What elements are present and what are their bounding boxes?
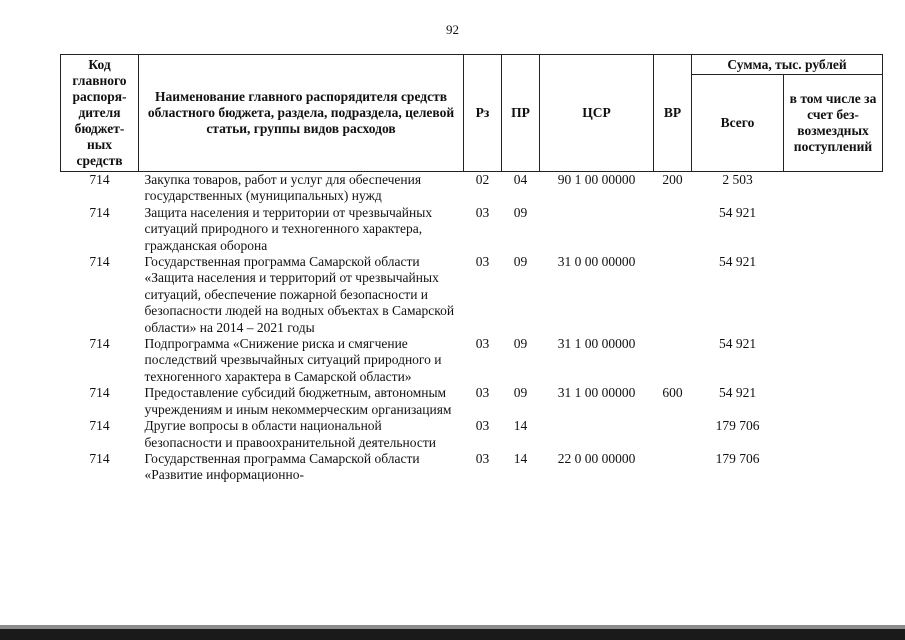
cell-code: 714 bbox=[89, 450, 110, 466]
cell-vr bbox=[654, 451, 692, 484]
cell-free bbox=[784, 254, 883, 336]
table-row bbox=[61, 254, 883, 336]
header-free: в том числе за счет без-возмездных поступлений bbox=[784, 75, 883, 172]
cell-total: 54 921 bbox=[718, 336, 757, 352]
cell-vr bbox=[654, 418, 692, 451]
header-vr: ВР bbox=[654, 55, 692, 172]
cell-csr bbox=[540, 418, 654, 451]
cell-csr: 31 1 00 00000 bbox=[557, 336, 636, 352]
cell-pr: 09 bbox=[513, 204, 528, 220]
cell-pr: 09 bbox=[513, 385, 528, 401]
header-total: Всего bbox=[692, 75, 784, 172]
cell-rz: 03 bbox=[475, 418, 490, 434]
table-body bbox=[61, 172, 883, 484]
cell-name: Государственная программа Самарской области «Защита населения и территорий от чрезвычайных ситуаций, обеспечение пожарной безопасности и безопасности людей на водных объектах в Самарской области» на 2014 – 2021 годы bbox=[144, 254, 455, 335]
cell-total: 54 921 bbox=[718, 204, 757, 220]
cell-total: 54 921 bbox=[718, 254, 757, 270]
header-csr: ЦСР bbox=[540, 55, 654, 172]
page-number: 92 bbox=[446, 22, 459, 37]
cell-rz: 03 bbox=[475, 336, 490, 352]
cell-vr bbox=[654, 205, 692, 254]
table-header bbox=[61, 55, 883, 172]
scan-bottom-bar bbox=[0, 629, 905, 640]
table-row bbox=[61, 336, 883, 385]
cell-name: Защита населения и территории от чрезвычайных ситуаций природного и техногенного характера, гражданская оборона bbox=[144, 204, 433, 253]
cell-pr: 14 bbox=[513, 418, 528, 434]
header-rz: Рз bbox=[464, 55, 502, 172]
cell-code: 714 bbox=[89, 385, 110, 401]
cell-free bbox=[784, 336, 883, 385]
cell-rz: 03 bbox=[475, 254, 490, 270]
table-row bbox=[61, 385, 883, 418]
header-pr: ПР bbox=[502, 55, 540, 172]
cell-code: 714 bbox=[89, 418, 110, 434]
cell-name: Подпрограмма «Снижение риска и смягчение последствий чрезвычайных ситуаций природного и техногенного характера в Самарской области» bbox=[144, 336, 442, 384]
header-code: Код главного распоря-дителя бюджет-ных средств bbox=[61, 55, 139, 172]
cell-name: Предоставление субсидий бюджетным, автономным учреждениям и иным некоммерческим организациям bbox=[144, 385, 452, 417]
cell-pr: 09 bbox=[513, 336, 528, 352]
cell-csr: 31 0 00 00000 bbox=[557, 254, 636, 270]
cell-name: Другие вопросы в области национальной безопасности и правоохранительной деятельности bbox=[144, 418, 436, 450]
budget-table bbox=[60, 54, 883, 484]
table-row bbox=[61, 172, 883, 205]
cell-rz: 02 bbox=[475, 172, 490, 187]
header-sum: Сумма, тыс. рублей bbox=[692, 55, 883, 75]
cell-code: 714 bbox=[89, 254, 110, 270]
header-name: Наименование главного распорядителя средств областного бюджета, раздела, подраздела, целевой статьи, группы видов расходов bbox=[139, 55, 464, 172]
cell-free bbox=[784, 451, 883, 484]
cell-total: 2 503 bbox=[722, 172, 753, 187]
cell-vr bbox=[654, 336, 692, 385]
cell-pr: 04 bbox=[513, 172, 528, 187]
table-row bbox=[61, 451, 883, 484]
cell-name: Закупка товаров, работ и услуг для обеспечения государственных (муниципальных) нужд bbox=[144, 172, 422, 204]
cell-code: 714 bbox=[89, 204, 110, 220]
cell-rz: 03 bbox=[475, 385, 490, 401]
cell-total: 179 706 bbox=[715, 450, 760, 466]
cell-pr: 09 bbox=[513, 254, 528, 270]
cell-csr: 22 0 00 00000 bbox=[557, 450, 636, 466]
cell-free bbox=[784, 385, 883, 418]
table-row bbox=[61, 418, 883, 451]
cell-total: 179 706 bbox=[715, 418, 760, 434]
cell-free bbox=[784, 418, 883, 451]
cell-code: 714 bbox=[89, 172, 110, 187]
cell-code: 714 bbox=[89, 336, 110, 352]
cell-vr: 200 bbox=[662, 172, 683, 187]
cell-csr bbox=[540, 205, 654, 254]
cell-name: Государственная программа Самарской области «Развитие информационно- bbox=[144, 450, 420, 483]
cell-free bbox=[784, 205, 883, 254]
cell-rz: 03 bbox=[475, 204, 490, 220]
cell-rz: 03 bbox=[475, 450, 490, 466]
cell-vr: 600 bbox=[662, 385, 683, 401]
table-row bbox=[61, 205, 883, 254]
cell-pr: 14 bbox=[513, 450, 528, 466]
cell-csr: 90 1 00 00000 bbox=[557, 172, 636, 187]
cell-csr: 31 1 00 00000 bbox=[557, 385, 636, 401]
cell-vr bbox=[654, 254, 692, 336]
cell-free bbox=[784, 172, 883, 205]
cell-total: 54 921 bbox=[718, 385, 757, 401]
